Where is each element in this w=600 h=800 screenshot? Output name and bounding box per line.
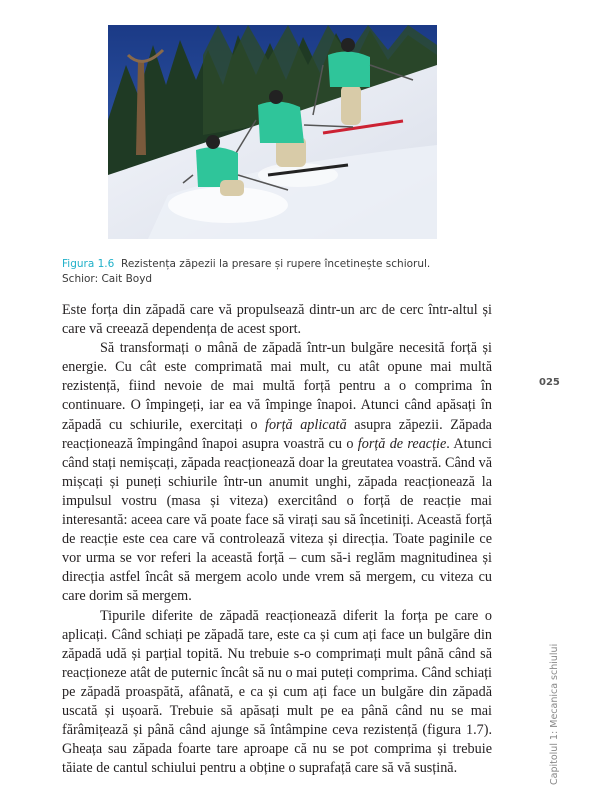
figure-caption-text: Rezistența zăpezii la presare și rupere încetinește schiorul. bbox=[121, 258, 431, 270]
figure-photo-skiers bbox=[108, 25, 437, 239]
figure-label: Figura 1.6 bbox=[62, 258, 115, 270]
term-reaction-force: forță de reacție bbox=[357, 435, 447, 452]
figure-credit: Schior: Cait Boyd bbox=[62, 273, 153, 285]
paragraph-2-part-a: Să transformați o mână de zăpadă într-un bulgăre necesită forță și energie. Cu cât este comprimată mai mult, cu atât opune mai multă rezistență, fiind nevoie de mai multă forță pentru a o comprima în continuare. O împingeți, iar ea vă împinge înapoi. Atunci când apăsați în zăpadă cu schiurile, exercitați o bbox=[62, 340, 492, 433]
body-text bbox=[62, 301, 492, 778]
running-head: Capitolul 1: Mecanica schiului bbox=[549, 643, 560, 785]
paragraph-2 bbox=[62, 339, 492, 606]
paragraph-2-part-c: . Atunci când stați nemișcați, zăpada reacționează doar la greutatea voastră. Când vă mișcați și puneți schiurile într-un anumit unghi, zăpada reacționează la impulsul vostru (masa și viteza) exercitând o forță de reacție mai interesantă: aceea care vă poate face să virați sau să încetiniți. Această forță de reacție este cea care vă controlează viteza și direcția. Toate paginile ce vor urma se vor referi la această forță – cum să-i reglăm magnitudinea și direcția astfel încât să mergem acolo unde vrem să mergem, cu viteza cu care dorim să mergem. bbox=[62, 435, 492, 605]
paragraph-3: Tipurile diferite de zăpadă reacționează diferit la forța pe care o aplicați. Când schiați pe zăpadă tare, este ca și cum ați face un bulgăre din zăpadă udă și parțial topită. Nu trebuie s-o comprimați mult până când să reacționeze atât de puternic încât să nu o mai puteți comprima. Când schiați pe zăpadă proaspătă, afânată, e ca și cum ați face un bulgăre din zăpadă uscată și ușoară. Trebuie să apăsați mult pe ea până când nu se mai fărâmițează și până când ajunge să întâmpine ceva rezistență (figura 1.7). Gheața sau zăpada foarte tare aproape că nu se pot comprima și trebuie tăiate de cantul schiului pentru a obține o suprafață care să vă susțină. bbox=[62, 607, 492, 777]
paragraph-1: Este forța din zăpadă care vă propulsează dintr-un arc de cerc într-altul și care vă creează dependența de acest sport. bbox=[62, 302, 492, 338]
figure-caption bbox=[62, 257, 462, 287]
term-applied-force: forță aplicată bbox=[265, 416, 347, 433]
paragraph-2-part-b: asupra zăpezii. Zăpada reacționează împingând înapoi asupra voastră cu o bbox=[62, 416, 492, 452]
page-number: 025 bbox=[539, 377, 560, 388]
